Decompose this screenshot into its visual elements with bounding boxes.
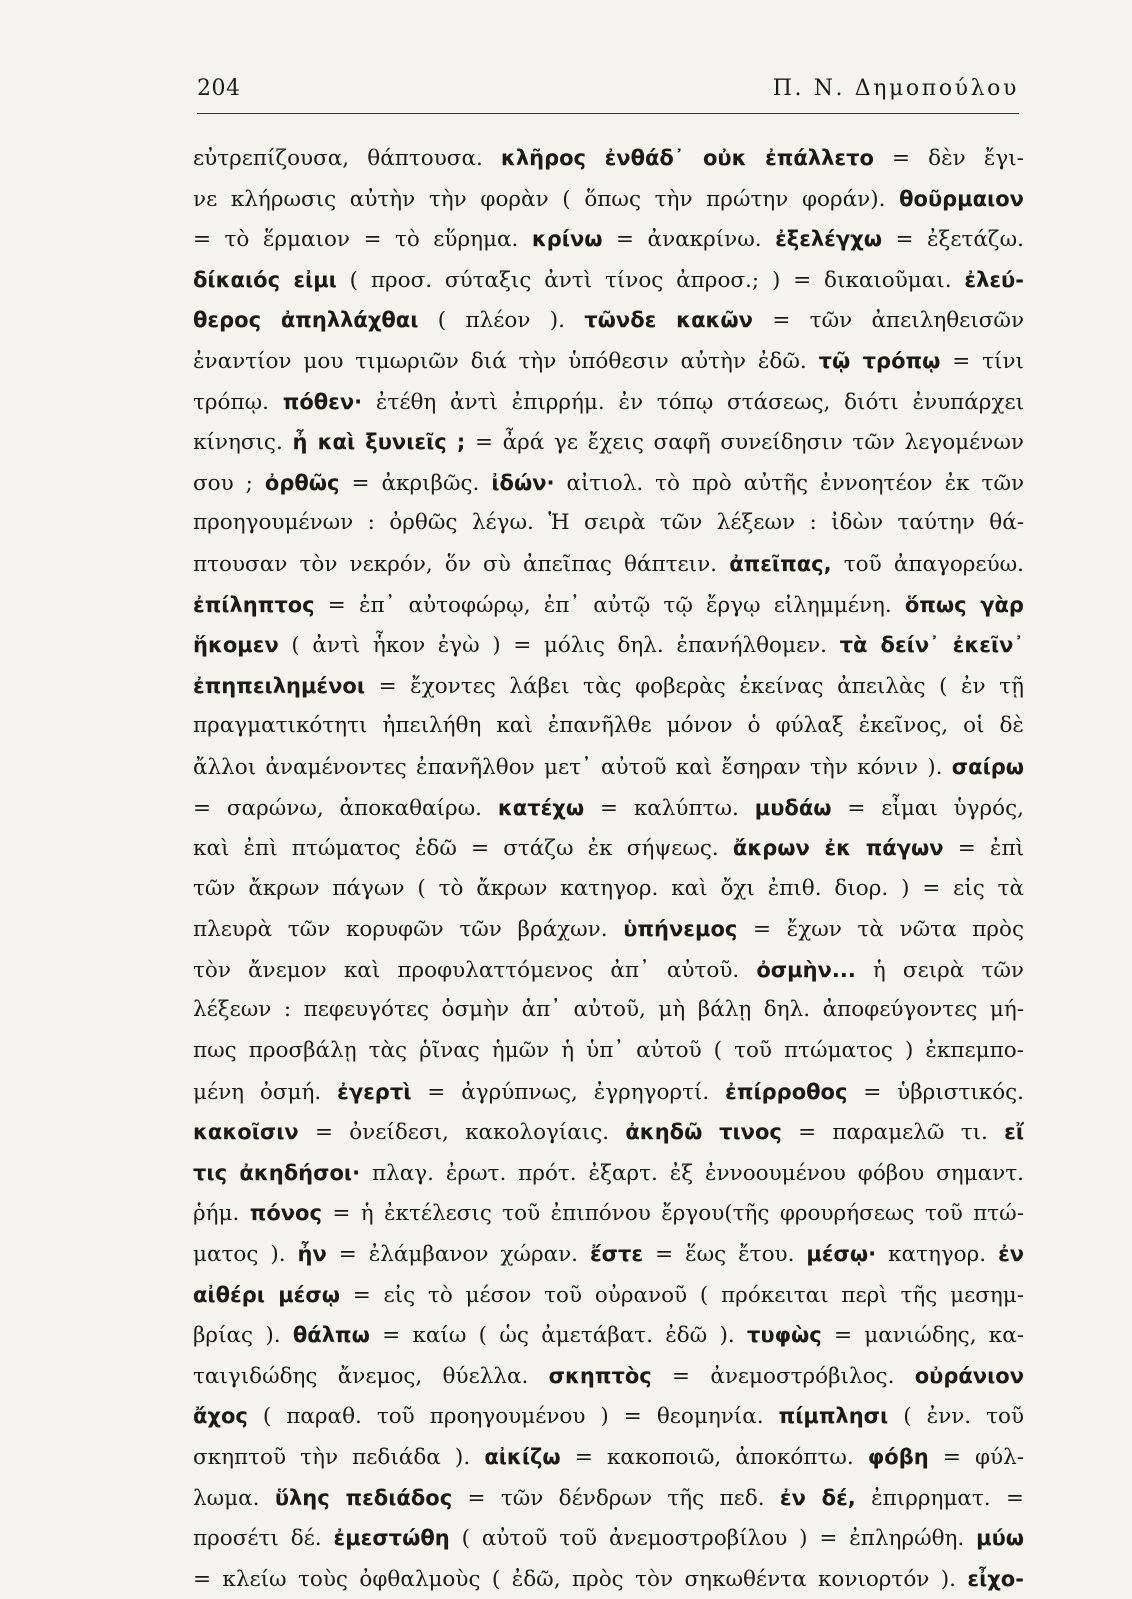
gloss-text: = καίω ( ὡς ἀμετάβατ. ἐδῶ ). (369, 1323, 747, 1349)
lemma-term: ἀπεῖπας, (729, 551, 832, 576)
gloss-text: ματος ). (193, 1242, 298, 1268)
lemma-term: θάλπω (292, 1323, 370, 1348)
gloss-text: = ἀκριβῶς. (339, 470, 492, 496)
lemma-term: ἦ καὶ ξυνιεῖς ; (292, 430, 466, 455)
gloss-text: πλαγ. ἐρωτ. πρότ. ἐξαρτ. ἐξ ἐννοουμένου φόβου σημαντ. (360, 1160, 1024, 1186)
lemma-term: ἀκηδῶ τινος (625, 1120, 782, 1145)
text-line (193, 341, 1024, 382)
text-line (193, 1356, 1024, 1397)
text-line (193, 1193, 1024, 1234)
lemma-term: ἐγερτὶ (337, 1079, 412, 1104)
gloss-text: = εἶμαι ὑγρός, (831, 795, 1024, 821)
gloss-text: πραγματικότητι ἠπειλήθη καὶ ἐπανῆλθε μόνον ὁ φύλαξ ἐκεῖνος, οἱ δὲ (193, 713, 1024, 739)
text-line (193, 828, 1024, 869)
lemma-term: ἦν (297, 1242, 327, 1267)
text-line (193, 1275, 1024, 1316)
gloss-text: νε κλήρωσις αὐτὴν τὴν φορὰν ( ὅπως τὴν πρώτην φοράν). (193, 186, 900, 212)
gloss-text: = ἆρά γε ἔχεις σαφῆ συνείδησιν τῶν λεγομένων (465, 430, 1024, 456)
text-line (193, 1396, 1024, 1437)
lemma-term: ἐπηπειλημένοι (193, 673, 366, 698)
lemma-term: αἰθέρι μέσῳ (193, 1282, 340, 1307)
gloss-text: πλευρὰ τῶν κορυφῶν τῶν βράχων. (193, 917, 624, 943)
text-line (193, 788, 1024, 829)
gloss-text: = ἡ ἐκτέλεσις τοῦ ἐπιπόνου ἔργου(τῆς φρουρήσεως τοῦ πτώ- (321, 1201, 1024, 1227)
gloss-text: ( ἀντὶ ἧκον ἐγὼ ) = μόλις δηλ. ἐπανήλθομεν. (278, 633, 840, 659)
body-text (193, 138, 1024, 1599)
lemma-term: ἐξελέγχω (775, 227, 882, 252)
text-line (193, 950, 1024, 991)
lemma-term: ἔστε (589, 1242, 644, 1267)
text-line (193, 544, 1024, 585)
gloss-text: τῶν ἄκρων πάγων ( τὸ ἄκρων κατηγορ. καὶ ὄχι ἐπιθ. διορ. ) = εἰς τὰ (193, 875, 1024, 901)
gloss-text: = κακοποιῶ, ἀποκόπτω. (560, 1445, 868, 1470)
gloss-text: = ἀγρύπνως, ἐγρηγορτί. (411, 1079, 726, 1105)
gloss-text: = ἀνακρίνω. (602, 227, 776, 253)
text-line (193, 260, 1024, 301)
lemma-term: ἐν (998, 1242, 1024, 1267)
lemma-term: πόνος (249, 1201, 322, 1226)
gloss-text: = τῶν ἀπειληθεισῶν (753, 308, 1024, 334)
text-line (193, 585, 1024, 626)
page-number: 204 (197, 76, 241, 101)
gloss-text: ( παραθ. τοῦ προηγουμένου ) = θεομηνία. (247, 1404, 779, 1430)
lemma-term: τῶνδε κακῶν (584, 308, 753, 333)
lemma-term: σαίρω (951, 754, 1024, 779)
lemma-term: ἐλεύ- (964, 267, 1024, 292)
lemma-term: ἥκομεν (193, 633, 279, 658)
gloss-text: εὐτρεπίζουσα, θάπτουσα. (193, 146, 501, 171)
lemma-term: ἐπίρροθος (725, 1079, 848, 1104)
lemma-term: ὀρθῶς (264, 470, 340, 495)
gloss-text: = ἐλάμβανον χώραν. (326, 1242, 590, 1268)
lemma-term: τις ἀκηδήσοι· (193, 1160, 361, 1185)
text-line (193, 382, 1024, 423)
text-line (193, 909, 1024, 950)
lemma-term: αἰκίζω (484, 1445, 561, 1469)
text-line (193, 869, 1024, 910)
lemma-term: οὐράνιον (914, 1363, 1024, 1388)
gloss-text: = ἕως ἔτου. (643, 1242, 807, 1268)
gloss-text: σου ; (193, 470, 265, 496)
text-line (193, 1072, 1024, 1113)
lemma-term: κλῆρος ἐνθάδ᾽ οὐκ ἐπάλλετο (500, 146, 874, 170)
lemma-term: φόβη (867, 1445, 929, 1469)
gloss-text: τὸν ἄνεμον καὶ προφυλαττόμενος ἀπ᾽ αὐτοῦ. (193, 957, 757, 983)
gloss-text: ( ἐνν. τοῦ (888, 1404, 1024, 1430)
lemma-term: κρίνω (531, 227, 603, 252)
text-line (193, 219, 1024, 260)
text-line (193, 1112, 1024, 1153)
lemma-term: σκηπτὸς (548, 1363, 652, 1388)
text-line (193, 300, 1024, 341)
gloss-text: αἰτιολ. τὸ πρὸ αὐτῆς ἐννοητέον ἐκ τῶν (554, 470, 1024, 496)
text-line (193, 747, 1024, 788)
lemma-term: τυφὼς (747, 1323, 822, 1348)
gloss-text: = ἔχοντες λάβει τὰς φοβερὰς ἐκείνας ἀπειλὰς ( ἐν τῇ (365, 673, 1024, 699)
text-line (193, 463, 1024, 504)
gloss-text: = ὀνείδεσι, κακολογίαις. (298, 1120, 626, 1146)
lemma-term: ἄκρων ἐκ πάγων (732, 836, 944, 861)
gloss-text: ( πλέον ). (418, 308, 585, 334)
lemma-term: τὰ δείν᾽ ἐκεῖν᾽ (839, 633, 1024, 658)
text-line (193, 179, 1024, 220)
lemma-term: ἐμεστώθη (333, 1526, 450, 1551)
text-line (193, 1437, 1024, 1478)
gloss-text: σκηπτοῦ τὴν πεδιάδα ). (193, 1445, 485, 1470)
gloss-text: = ἐπ᾽ αὐτοφώρῳ, ἐπ᾽ αὐτῷ τῷ ἔργῳ εἰλημμένη. (314, 592, 905, 618)
gloss-text: = κλείω τοὺς ὀφθαλμοὺς ( ἐδῶ, πρὸς τὸν σηκωθέντα κονιορτόν ). (193, 1566, 968, 1592)
gloss-text: λωμα. (193, 1485, 275, 1511)
lemma-term: μυδάω (754, 795, 832, 820)
gloss-text: κατηγορ. (876, 1242, 999, 1268)
gloss-text: κίνησις. (193, 430, 293, 456)
gloss-text: = καλύπτω. (584, 795, 755, 821)
gloss-text: ταιγιδώδης ἄνεμος, θύελλα. (193, 1363, 549, 1389)
gloss-text: καὶ ἐπὶ πτώματος ἐδῶ = στάζω ἐκ σήψεως. (193, 836, 733, 862)
lemma-term: εἶχο- (967, 1566, 1024, 1591)
lemma-term: κατέχω (497, 795, 585, 820)
lemma-term: κακοῖσιν (193, 1120, 299, 1145)
lemma-term: θοῦρμαιον (899, 186, 1024, 211)
text-line (193, 990, 1024, 1031)
lemma-term: ἐπίληπτος (193, 592, 315, 617)
gloss-text: ῥήμ. (193, 1201, 250, 1227)
gloss-text: ἡ σειρὰ τῶν (855, 957, 1024, 983)
lemma-term: εἴ (1004, 1120, 1024, 1145)
text-line (193, 1031, 1024, 1072)
gloss-text: = παραμελῶ τι. (781, 1120, 1005, 1146)
lemma-term: ὑπήνεμος (623, 917, 738, 942)
gloss-text: = τὸ ἕρμαιον = τὸ εὕρημα. (193, 227, 532, 253)
gloss-text: τρόπῳ. (193, 389, 283, 415)
gloss-text: ἐτέθη ἀντὶ ἐπιρρήμ. ἐν τόπῳ στάσεως, διότι ἐνυπάρχει (362, 389, 1024, 415)
lemma-term: ἄχος (193, 1404, 248, 1429)
lemma-term: μύω (976, 1526, 1024, 1551)
gloss-text: ἐπιρρηματ. = (855, 1485, 1024, 1511)
gloss-text: = ἐξετάζω. (881, 227, 1024, 253)
lemma-term: πίμπλησι (778, 1404, 889, 1429)
gloss-text: = ἐπὶ (943, 836, 1024, 862)
text-line (193, 1153, 1024, 1194)
text-line (193, 422, 1024, 463)
text-line (193, 1478, 1024, 1519)
gloss-text: = δὲν ἔγι- (873, 146, 1024, 171)
lemma-term: δίκαιός εἰμι (193, 267, 337, 292)
gloss-text: μένη ὀσμή. (193, 1079, 338, 1105)
gloss-text: προσέτι δέ. (193, 1526, 334, 1552)
gloss-text: ( προσ. σύταξις ἀντὶ τίνος ἀπροσ.; ) = δικαιοῦμαι. (336, 267, 965, 293)
text-line (193, 1234, 1024, 1275)
text-line (193, 666, 1024, 707)
text-line (193, 1315, 1024, 1356)
gloss-text: λέξεων : πεφευγότες ὀσμὴν ἀπ᾽ αὐτοῦ, μὴ βάλῃ δηλ. ἀποφεύγοντες μή- (193, 997, 1024, 1023)
lemma-term: ὕλης πεδιάδος (274, 1485, 453, 1510)
gloss-text: ἐναντίον μου τιμωριῶν διά τὴν ὑπόθεσιν αὐτὴν ἐδῶ. (193, 348, 819, 374)
gloss-text: = σαρώνω, ἀποκαθαίρω. (193, 795, 498, 821)
lemma-term: πόθεν· (282, 389, 363, 414)
gloss-text: = εἰς τὸ μέσον τοῦ οὐρανοῦ ( πρόκειται περὶ τῆς μεσημ- (339, 1282, 1024, 1308)
gloss-text: = ἔχων τὰ νῶτα πρὸς (737, 917, 1024, 943)
gloss-text: προηγουμένων : ὀρθῶς λέγω. Ἡ σειρὰ τῶν λέξεων : ἰδὼν ταύτην θά- (193, 510, 1024, 536)
text-line (193, 138, 1024, 179)
running-head: Π. Ν. Δημοπούλου (772, 76, 1019, 101)
gloss-text: πτουσαν τὸν νεκρόν, ὅν σὺ ἀπεῖπας θάπτειν. (193, 551, 730, 577)
text-line (193, 1518, 1024, 1559)
gloss-text: = ἀνεμοστρόβιλος. (651, 1363, 915, 1389)
gloss-text: τοῦ ἀπαγορεύω. (831, 551, 1024, 577)
gloss-text: = μανιώδης, κα- (821, 1323, 1024, 1349)
text-line (193, 1559, 1024, 1599)
gloss-text: = τῶν δένδρων τῆς πεδ. (452, 1485, 780, 1511)
gloss-text: βρίας ). (193, 1323, 293, 1349)
text-line (193, 625, 1024, 666)
gloss-text: πως προσβάλῃ τὰς ῥῖνας ἡμῶν ἡ ὑπ᾽ αὐτοῦ ( τοῦ πτώματος ) ἐκπεμπο- (193, 1038, 1024, 1064)
lemma-term: ὅπως γὰρ (904, 592, 1024, 617)
lemma-term: ὀσμὴν... (756, 957, 856, 982)
gloss-text: = τίνι (940, 348, 1024, 374)
lemma-term: ἰδών· (491, 470, 555, 495)
text-line (193, 503, 1024, 544)
header-rule (197, 113, 1019, 114)
gloss-text: ( αὐτοῦ τοῦ ἀνεμοστροβίλου ) = ἐπληρώθη. (449, 1526, 977, 1552)
text-line (193, 706, 1024, 747)
lemma-term: θερος ἀπηλλάχθαι (193, 308, 419, 333)
gloss-text: = ὑβριστικός. (847, 1079, 1024, 1105)
lemma-term: ἐν δέ, (779, 1485, 856, 1510)
gloss-text: = φύλ- (928, 1445, 1024, 1470)
page-header (197, 68, 1019, 108)
gloss-text: ἄλλοι ἀναμένοντες ἐπανῆλθον μετ᾽ αὐτοῦ καὶ ἔσηραν τὴν κόνιν ). (193, 754, 952, 780)
lemma-term: τῷ τρόπῳ (818, 348, 941, 373)
lemma-term: μέσῳ· (806, 1242, 877, 1267)
